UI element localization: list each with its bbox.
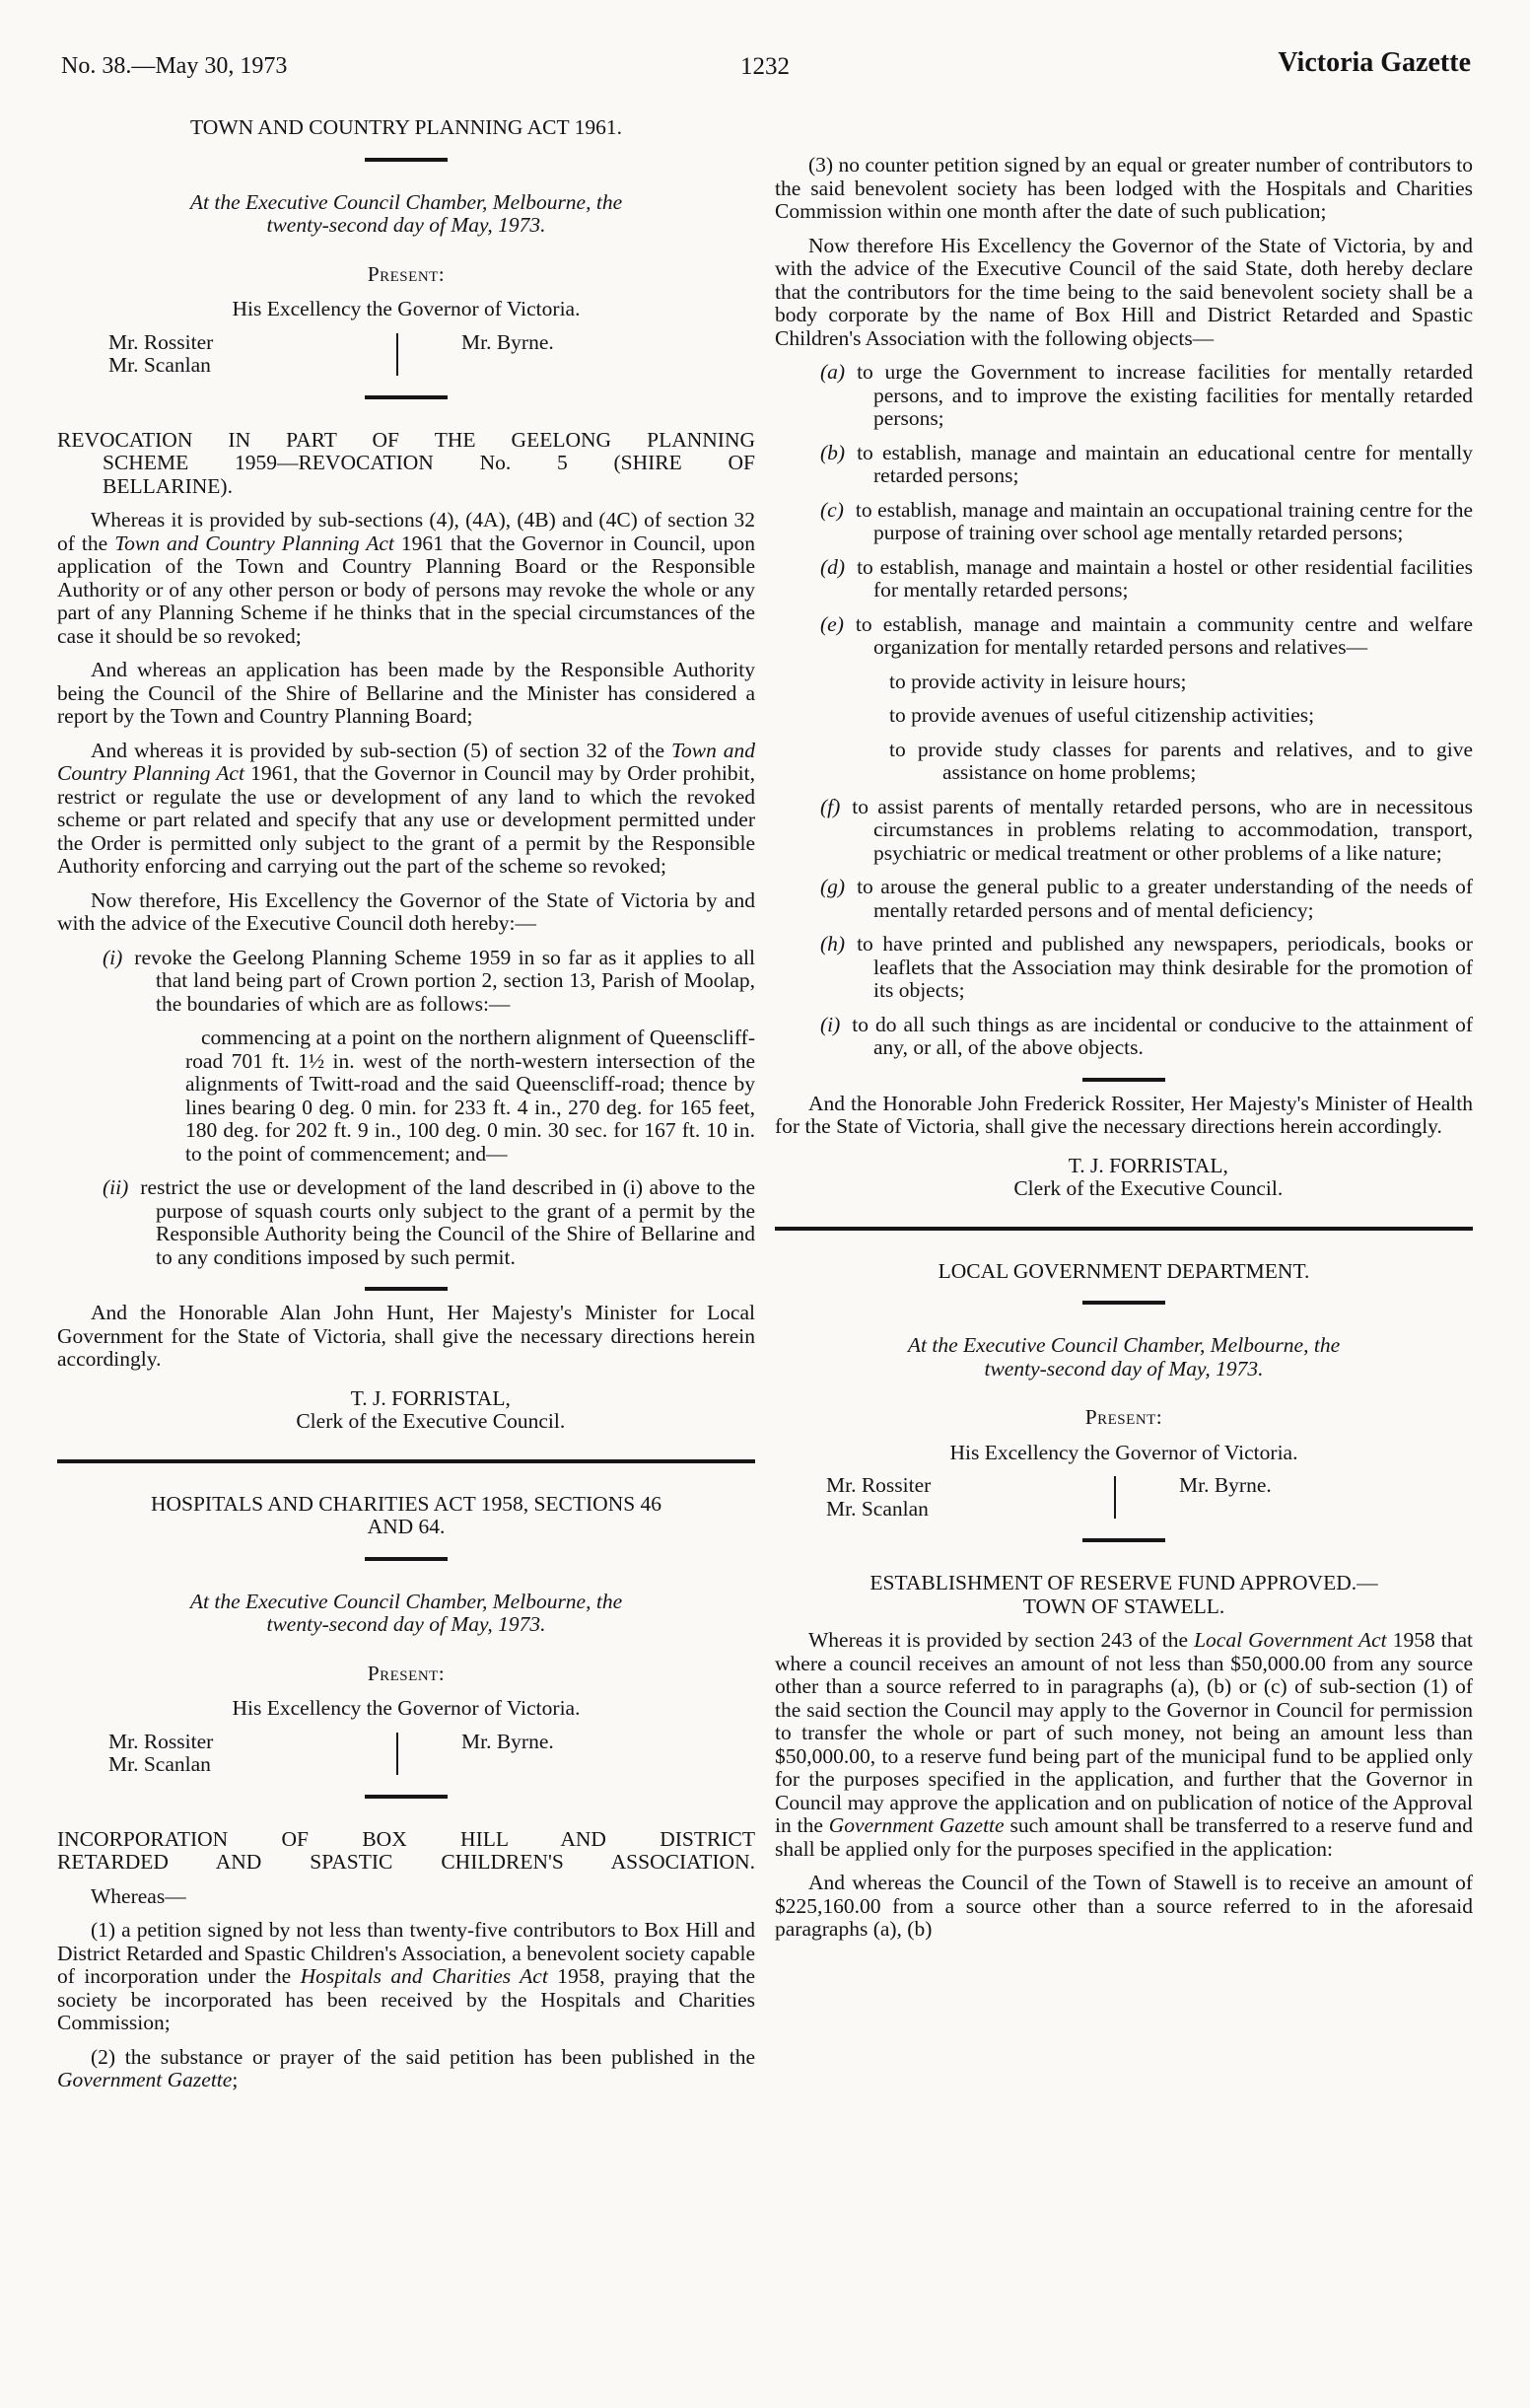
- signature-line: Clerk of the Executive Council.: [1013, 1176, 1284, 1200]
- heading-line: TOWN OF STAWELL.: [1022, 1594, 1225, 1618]
- text-segment: 1958, praying that the society be incorporated has been received by the Hospitals and Charities Commission;: [57, 1964, 756, 2034]
- text-segment: And whereas an application has been made by the Responsible Authority being the Council of the Shire of Bellarine and the Minister has considered a report by the Town and Country Planning Board;: [57, 658, 755, 728]
- paragraph: [57, 509, 755, 648]
- list-item: [775, 704, 1473, 728]
- list-item: [775, 556, 1473, 602]
- issue-label: No. 38.—May 30, 1973: [61, 53, 288, 79]
- members-left: [826, 1474, 1114, 1521]
- two-column-layout: [57, 116, 1473, 2092]
- member-name: Mr. Byrne.: [1179, 1473, 1272, 1497]
- heading-line: TOWN AND COUNTRY PLANNING ACT 1961.: [190, 115, 622, 139]
- paragraph: [775, 1629, 1473, 1861]
- paragraph: [775, 1872, 1473, 1942]
- list-item: [57, 1176, 755, 1269]
- section-divider: [1082, 1301, 1165, 1305]
- text-segment: commencing at a point on the northern alignment of Queenscliff-road 701 ft. 1½ in. west of the north-western intersection of the alignments of Twitt-road and the said Queenscliff-road; thence by lines bearing 0 deg. 0 min. for 233 ft. 4 in., 270 deg. for 165 feet, 180 deg. for 202 ft. 9 in., 100 deg. 0 min. 30 sec. for 167 ft. 10 in. to the point of commencement; and—: [185, 1026, 755, 1166]
- section-divider: [1082, 1538, 1165, 1542]
- text-segment: to establish, manage and maintain a community centre and welfare organization for mentally retarded persons and relatives—: [855, 611, 1473, 659]
- members-right: [461, 331, 554, 378]
- horizontal-rule: [775, 1227, 1473, 1231]
- member-name: Mr. Rossiter: [826, 1473, 932, 1497]
- list-item: [775, 613, 1473, 660]
- item-label: (a): [820, 360, 846, 384]
- heading-line: INCORPORATION OF BOX HILL AND DISTRICT: [57, 1826, 755, 1851]
- text-segment: 1958 that where a council receives an amount of not less than $50,000.00 from any source other than a source referred to in paragraphs (a), (b) or (c) of sub-section (1) of the said section the Council may apply to the Governor in Council for permission to transfer the whole or part of such money, not being an amount less than $50,000.00, to a reserve fund being part of the municipal fund to be applied only for the purposes specified in the application, and further that the Governor in Council may approve the application and on publication of notice of the Approval in the: [775, 1628, 1473, 1837]
- text-segment: to provide study classes for parents and relatives, and to give assistance on home problems;: [889, 737, 1473, 784]
- list-item: [775, 1014, 1473, 1060]
- text-segment: such amount shall be transferred to a reserve fund and shall be applied only for the purposes specified in the application:: [775, 1813, 1473, 1861]
- section-heading: [57, 1493, 755, 1539]
- text-segment: to establish, manage and maintain a hostel or other residential facilities for mentally retarded persons;: [857, 554, 1473, 602]
- present-heading: Present:: [367, 261, 446, 286]
- members-divider-bar: [1114, 1476, 1116, 1519]
- section-divider: [365, 395, 448, 399]
- present-heading: Present:: [367, 1661, 446, 1685]
- text-segment: to provide avenues of useful citizenship activities;: [889, 703, 1315, 727]
- council-members: [775, 1474, 1473, 1521]
- heading-line: BELLARINE).: [103, 473, 233, 498]
- text-segment: Now therefore His Excellency the Governor of the State of Victoria, by and with the advice of the Executive Council of the said State, doth hereby declare that the contributors for the time being to the said benevolent society shall be a body corporate by the name of Box Hill and District Retarded and Spastic Children's Association with the following objects—: [775, 233, 1473, 350]
- heading-line: ESTABLISHMENT OF RESERVE FUND APPROVED.—: [869, 1571, 1378, 1594]
- text-segment: to do all such things as are incidental or conducive to the attainment of any, or all, of the above objects.: [852, 1012, 1473, 1059]
- text-segment: to urge the Government to increase facilities for mentally retarded persons, and to improve the existing facilities for mentally retarded persons;: [857, 360, 1473, 430]
- paragraph: [57, 659, 755, 729]
- heading-line: REVOCATION IN PART OF THE GEELONG PLANNING: [57, 427, 755, 452]
- heading-line: HOSPITALS AND CHARITIES ACT 1958, SECTIONS 46: [150, 1491, 662, 1516]
- governor-line: His Excellency the Governor of Victoria.: [232, 1696, 581, 1720]
- text-segment: And the Honorable John Frederick Rossiter, Her Majesty's Minister of Health for the State of Victoria, shall give the necessary directions herein accordingly.: [775, 1091, 1473, 1138]
- text-segment: Whereas it is provided by sub-sections (4), (4A), (4B) and (4C) of section 32 of the: [57, 508, 755, 555]
- item-label: (e): [820, 611, 844, 636]
- section-heading: [57, 429, 755, 499]
- text-segment: 1961, that the Governor in Council may by Order prohibit, restrict or regulate the use or development of any land to which the revoked scheme or part related and specify that any use or development permitted under the Order is permitted only subject to the grant of a permit by the Responsible Authority enforcing and carrying out the part of the scheme so revoked;: [57, 761, 755, 878]
- page-header: [57, 47, 1473, 95]
- item-label: (ii): [103, 1175, 129, 1199]
- paragraph: [775, 154, 1473, 224]
- text-segment: And whereas it is provided by sub-section (5) of section 32 of the: [91, 738, 672, 762]
- nested-description: [57, 1027, 755, 1166]
- members-right: [1179, 1474, 1272, 1521]
- list-item: [775, 442, 1473, 488]
- item-label: (i): [820, 1012, 841, 1036]
- signature-block: [106, 1387, 755, 1434]
- dateline-line: At the Executive Council Chamber, Melbourne, the: [189, 189, 623, 214]
- text-segment: to provide activity in leisure hours;: [889, 669, 1187, 693]
- member-name: Mr. Scanlan: [826, 1496, 929, 1521]
- members-divider-bar: [396, 333, 398, 376]
- italic-text-segment: Government Gazette: [57, 2068, 233, 2091]
- dateline-line: twenty-second day of May, 1973.: [266, 1612, 546, 1636]
- section-heading: [775, 1572, 1473, 1618]
- signature-line: Clerk of the Executive Council.: [296, 1409, 566, 1433]
- list-item: [775, 671, 1473, 694]
- list-item: [57, 947, 755, 1017]
- text-segment: restrict the use or development of the land described in (i) above to the purpose of squash courts only subject to the grant of a permit by the Responsible Authority being the Council of the Shire of Bellarine and to any conditions imposed by such permit.: [140, 1175, 755, 1269]
- item-label: (d): [820, 554, 846, 579]
- present-heading: Present:: [1084, 1405, 1163, 1429]
- text-segment: to assist parents of mentally retarded persons, who are in necessitous circumstances in problems relating to accommodation, transport, psychiatric or medical treatment or other problems of a like nature;: [852, 794, 1473, 865]
- member-name: Mr. Scanlan: [108, 353, 211, 377]
- horizontal-rule: [57, 1459, 755, 1463]
- text-segment: to have printed and published any newspapers, periodicals, books or leaflets that the Association may think desirable for the promotion of its objects;: [857, 932, 1473, 1002]
- text-segment: Whereas it is provided by section 243 of the: [808, 1628, 1195, 1652]
- text-segment: And whereas the Council of the Town of Stawell is to receive an amount of $225,160.00 from a source other than a source referred to in the aforesaid paragraphs (a), (b): [775, 1871, 1473, 1941]
- heading-line: AND 64.: [367, 1515, 446, 1538]
- italic-text-segment: Town and Country Planning Act: [57, 738, 756, 785]
- dateline: [57, 191, 755, 238]
- signature-line: T. J. FORRISTAL,: [1068, 1153, 1228, 1177]
- list-item: [775, 933, 1473, 1003]
- text-segment: to arouse the general public to a greater understanding of the needs of mentally retarded persons and of mental deficiency;: [857, 875, 1473, 922]
- text-segment: Now therefore, His Excellency the Governor of the State of Victoria by and with the advice of the Executive Council doth hereby:—: [57, 887, 755, 935]
- item-label: (b): [820, 440, 846, 464]
- item-label: (i): [103, 945, 123, 969]
- council-members: [57, 1731, 755, 1777]
- paragraph: [57, 1302, 755, 1372]
- italic-text-segment: Hospitals and Charities Act: [300, 1964, 548, 1988]
- text-segment: And the Honorable Alan John Hunt, Her Majesty's Minister for Local Government for the State of Victoria, shall give the necessary directions herein accordingly.: [57, 1301, 755, 1371]
- heading-line: SCHEME 1959—REVOCATION No. 5 (SHIRE OF: [103, 451, 755, 474]
- signature-block: [824, 1155, 1473, 1201]
- gazette-title: Victoria Gazette: [1278, 47, 1471, 78]
- column-left: [57, 116, 755, 2092]
- list-item: [775, 876, 1473, 922]
- item-label: (g): [820, 875, 846, 898]
- section-divider: [1082, 1078, 1165, 1082]
- text-segment: (1) a petition signed by not less than twenty-five contributors to Box Hill and District Retarded and Spastic Children's Association, a benevolent society capable of incorporation under the: [57, 1918, 755, 1988]
- item-label: (h): [820, 932, 846, 956]
- item-label: (f): [820, 794, 841, 818]
- italic-text-segment: Local Government Act: [1194, 1628, 1387, 1652]
- section-divider: [365, 1557, 448, 1561]
- list-item: [775, 739, 1473, 785]
- member-name: Mr. Scanlan: [108, 1752, 211, 1776]
- members-left: [108, 331, 396, 378]
- text-segment: 1961 that the Governor in Council, upon application of the Town and Country Planning Board or the Responsible Authority or of any other person or body of persons may revoke the whole or any part of any Planning Scheme if he thinks that in the special circumstances of the case it should be so revoked;: [57, 531, 755, 648]
- section-divider: [365, 1795, 448, 1799]
- member-name: Mr. Byrne.: [461, 329, 554, 354]
- section-heading: [57, 116, 755, 140]
- section-divider: [365, 158, 448, 162]
- dateline: [775, 1334, 1473, 1381]
- list-item: [775, 796, 1473, 866]
- paragraph: [775, 1093, 1473, 1139]
- column-right: [775, 116, 1473, 2092]
- text-segment: ;: [232, 2068, 239, 2091]
- text-segment: to establish, manage and maintain an educational centre for mentally retarded persons;: [857, 440, 1473, 487]
- italic-text-segment: Town and Country Planning Act: [114, 531, 394, 555]
- paragraph: [57, 1919, 755, 2035]
- item-label: (c): [820, 497, 844, 522]
- member-name: Mr. Rossiter: [108, 1729, 214, 1753]
- dateline-line: twenty-second day of May, 1973.: [984, 1356, 1264, 1381]
- paragraph: [775, 235, 1473, 351]
- members-left: [108, 1731, 396, 1777]
- paragraph: [57, 889, 755, 936]
- paragraph: [57, 2046, 755, 2092]
- member-name: Mr. Byrne.: [461, 1729, 554, 1753]
- text-segment: (3) no counter petition signed by an equal or greater number of contributors to the said benevolent society has been lodged with the Hospitals and Charities Commission within one month after the date of such publication;: [775, 153, 1473, 223]
- paragraph: [57, 1885, 755, 1909]
- text-segment: (2) the substance or prayer of the said petition has been published in the: [91, 2044, 755, 2069]
- dateline-line: twenty-second day of May, 1973.: [266, 213, 546, 237]
- dateline: [57, 1591, 755, 1637]
- paragraph: [57, 740, 755, 879]
- list-item: [775, 499, 1473, 545]
- member-name: Mr. Rossiter: [108, 329, 214, 354]
- council-members: [57, 331, 755, 378]
- page-number: 1232: [740, 53, 790, 80]
- dateline-line: At the Executive Council Chamber, Melbourne, the: [189, 1589, 623, 1613]
- heading-line: RETARDED AND SPASTIC CHILDREN'S ASSOCIATION.: [57, 1850, 755, 1874]
- section-heading: [57, 1828, 755, 1875]
- text-segment: Whereas—: [91, 1883, 186, 1908]
- heading-line: LOCAL GOVERNMENT DEPARTMENT.: [938, 1258, 1310, 1283]
- italic-text-segment: Government Gazette: [828, 1813, 1005, 1837]
- dateline-line: At the Executive Council Chamber, Melbourne, the: [907, 1333, 1341, 1357]
- signature-line: T. J. FORRISTAL,: [350, 1385, 511, 1410]
- members-right: [461, 1731, 554, 1777]
- list-item: [775, 361, 1473, 431]
- text-segment: to establish, manage and maintain an occupational training centre for the purpose of training over school age mentally retarded persons;: [855, 497, 1473, 544]
- section-divider: [365, 1287, 448, 1291]
- text-segment: revoke the Geelong Planning Scheme 1959 in so far as it applies to all that land being part of Crown portion 2, section 13, Parish of Moolap, the boundaries of which are as follows:—: [134, 945, 755, 1016]
- governor-line: His Excellency the Governor of Victoria.: [232, 297, 581, 320]
- section-heading: [775, 1260, 1473, 1284]
- governor-line: His Excellency the Governor of Victoria.: [949, 1440, 1298, 1464]
- members-divider-bar: [396, 1733, 398, 1775]
